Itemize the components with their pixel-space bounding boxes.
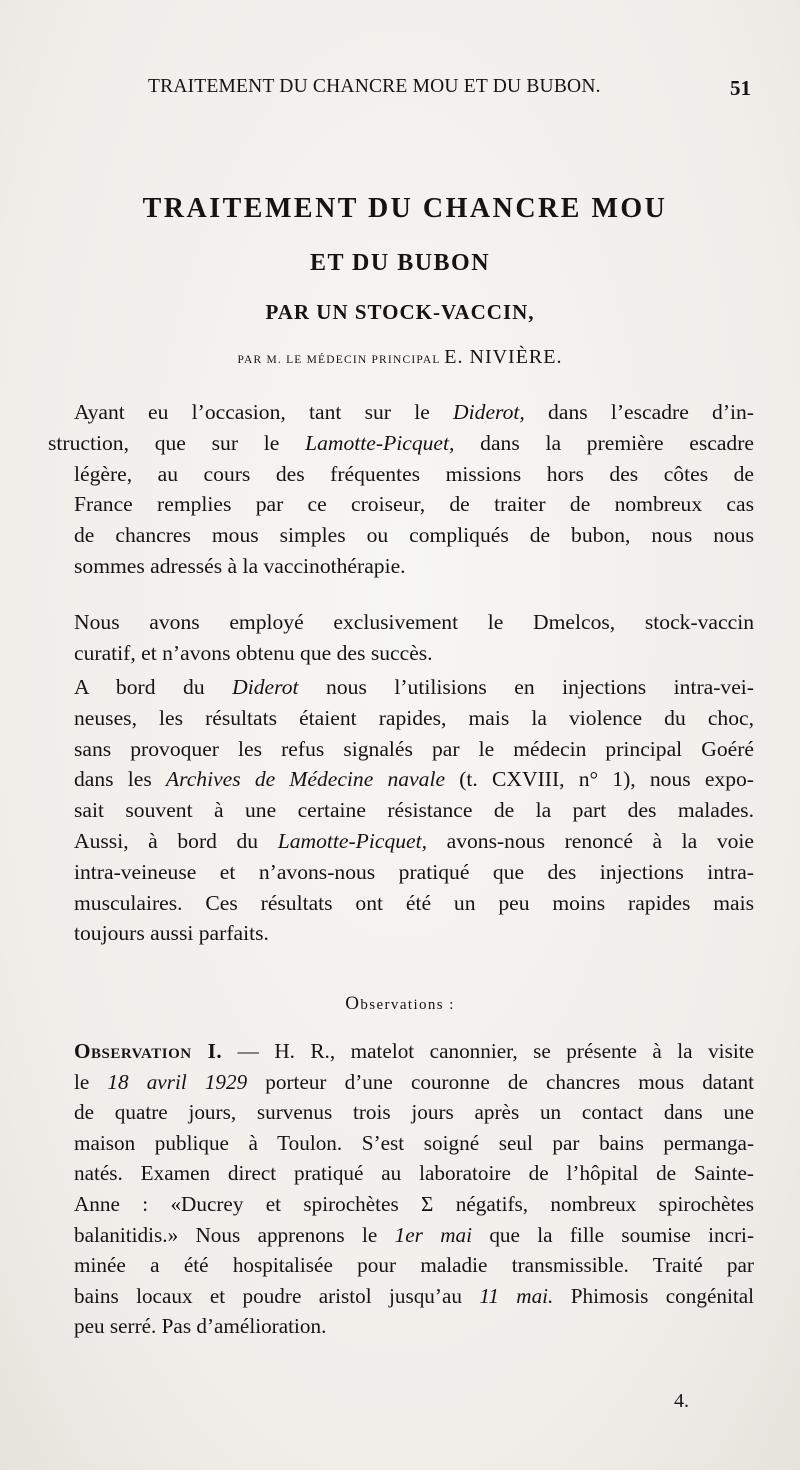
observation-1 [48, 1036, 754, 1342]
byline [0, 346, 800, 369]
text-line: peu serré. Pas d’amélioration. [74, 1314, 327, 1339]
paragraph-2 [48, 607, 754, 669]
page-number: 51 [730, 76, 751, 100]
article-title-line-3: PAR UN STOCK-VACCIN, [265, 300, 535, 324]
text-line: Anne : «Ducrey et spirochètes Σ négatifs, nombreux spirochètes [74, 1191, 754, 1216]
text-line: maison publique à Toulon. S’est soigné seul par bains permanga- [74, 1130, 754, 1155]
text-line: de chancres mous simples ou compliqués de bubon, nous nous [74, 523, 754, 548]
text-line: bains locaux et poudre aristol jusqu’au 11 mai. Phimosis congénital [74, 1283, 755, 1308]
text-line: sommes adressés à la vaccinothérapie. [74, 553, 406, 578]
text-line: de quatre jours, survenus trois jours après un contact dans une [74, 1100, 754, 1125]
text-line: Nous avons employé exclusivement le Dmelcos, stock-vaccin [74, 610, 754, 634]
text-line: dans les Archives de Médecine navale (t. CXVIII, n° 1), nous expo- [74, 767, 754, 792]
byline-author: E. NIVIÈRE. [444, 346, 563, 368]
text-line: France remplies par ce croiseur, de traiter de nombreux cas [74, 492, 754, 517]
text-line: struction, que sur le Lamotte-Picquet, dans la première escadre [48, 430, 755, 455]
text-line: natés. Examen direct pratiqué au laboratoire de l’hôpital de Sainte- [74, 1161, 754, 1186]
running-head: TRAITEMENT DU CHANCRE MOU ET DU BUBON. [148, 76, 601, 97]
text-line: musculaires. Ces résultats ont été un peu moins rapides mais [74, 890, 754, 915]
paragraph-3 [48, 672, 754, 949]
text-line: balanitidis.» Nous apprenons le 1er mai que la fille soumise incri- [74, 1222, 754, 1247]
article-title-line-2: ET DU BUBON [309, 250, 491, 276]
text-line: A bord du Diderot nous l’utilisions en injections intra-vei- [74, 675, 754, 699]
article-title-line-1: TRAITEMENT DU CHANCRE MOU [142, 193, 668, 224]
signature-mark: 4. [674, 1390, 689, 1412]
section-heading: Observations : [345, 993, 455, 1014]
text-line: sait souvent à une certaine résistance de la part des malades. [74, 798, 754, 823]
text-line: curatif, et n’avons obtenu que des succès. [74, 640, 433, 665]
text-line: Ayant eu l’occasion, tant sur le Diderot, dans l’escadre d’in- [74, 400, 754, 424]
byline-prefix: PAR M. LE MÉDECIN PRINCIPAL [237, 354, 441, 366]
text-line: minée a été hospitalisée pour maladie transmissible. Traité par [74, 1253, 754, 1278]
text-line: Observation I. — H. R., matelot canonnier, se présente à la visite [74, 1039, 754, 1063]
text-line: le 18 avril 1929 porteur d’une couronne de chancres mous datant [74, 1069, 754, 1094]
text-line: neuses, les résultats étaient rapides, mais la violence du choc, [74, 705, 754, 730]
text-line: intra-veineuse et n’avons-nous pratiqué que des injections intra- [74, 859, 754, 884]
text-line: sans provoquer les refus signalés par le médecin principal Goéré [74, 736, 754, 761]
observation-label: Observation I. [74, 1039, 223, 1063]
text-line: Aussi, à bord du Lamotte-Picquet, avons-nous renoncé à la voie [74, 828, 754, 853]
paragraph-1 [48, 397, 754, 582]
text-line: toujours aussi parfaits. [74, 921, 269, 946]
text-line: légère, au cours des fréquentes missions hors des côtes de [74, 461, 754, 486]
